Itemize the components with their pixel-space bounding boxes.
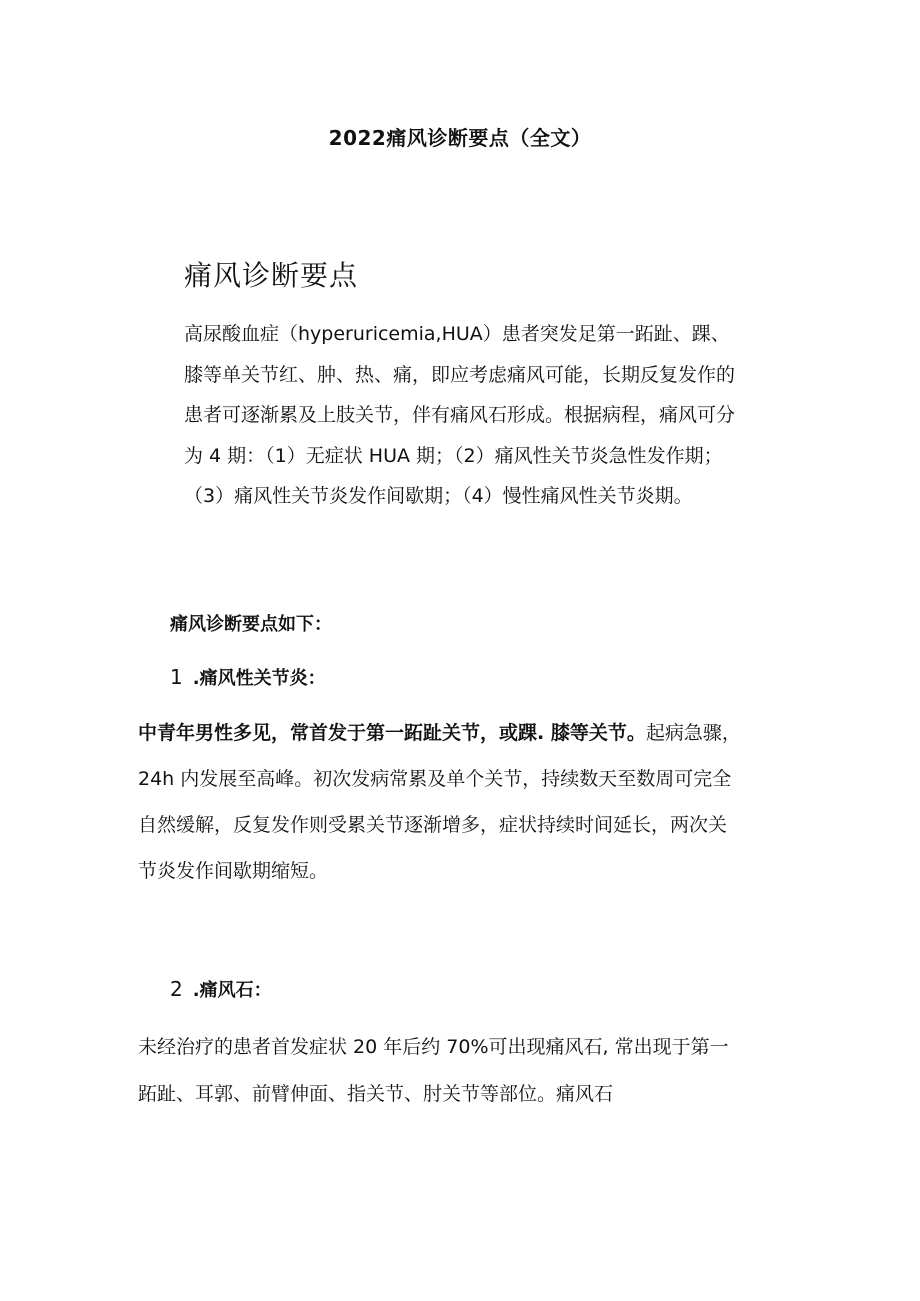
body-line: 自然缓解，反复发作则受累关节逐渐增多，症状持续时间延长，两次关 bbox=[138, 814, 728, 836]
body-line bbox=[138, 710, 838, 756]
body-line-rest: 起病急骤， bbox=[645, 722, 741, 744]
intro-line: 膝等单关节红、肿、热、痛，即应考虑痛风可能，长期反复发作的 bbox=[184, 363, 736, 386]
item-heading-gouty-arthritis bbox=[170, 664, 326, 690]
list-heading: 痛风诊断要点如下： bbox=[170, 614, 332, 635]
intro-line: （3）痛风性关节炎发作间歇期；（4）慢性痛风性关节炎期。 bbox=[184, 485, 693, 507]
body-line: 24h 内发展至高峰。初次发病常累及单个关节，持续数天至数周可完全 bbox=[138, 768, 732, 790]
section-heading: 痛风诊断要点 bbox=[184, 259, 359, 292]
item-heading-text: .痛风石： bbox=[192, 980, 272, 1001]
body-line-bold: 中青年男性多见，常首发于第一跖趾关节，或踝. 膝等关节。 bbox=[138, 722, 646, 744]
intro-line: 患者可逐渐累及上肢关节，伴有痛风石形成。根据病程，痛风可分 bbox=[184, 404, 736, 426]
item-body-gouty-arthritis bbox=[138, 710, 838, 894]
intro-paragraph bbox=[184, 314, 834, 517]
body-line: 节炎发作间歇期缩短。 bbox=[138, 860, 329, 882]
item-number: 1 bbox=[170, 665, 183, 689]
item-body-tophus bbox=[138, 1024, 838, 1118]
document-title: 2022痛风诊断要点（全文） bbox=[328, 126, 592, 150]
body-line: 未经治疗的患者首发症状 20 年后约 70%可出现痛风石, 常出现于第一 bbox=[138, 1036, 729, 1058]
body-line: 跖趾、耳郭、前臂伸面、指关节、肘关节等部位。痛风石 bbox=[138, 1083, 614, 1105]
intro-line: 为 4 期：（1）无症状 HUA 期；（2）痛风性关节炎急性发作期； bbox=[184, 444, 723, 467]
item-number: 2 bbox=[170, 977, 183, 1001]
item-heading-tophus bbox=[170, 976, 272, 1002]
item-heading-text: .痛风性关节炎： bbox=[192, 668, 326, 689]
intro-line: 高尿酸血症（hyperuricemia,HUA）患者突发足第一跖趾、踝、 bbox=[184, 323, 730, 345]
